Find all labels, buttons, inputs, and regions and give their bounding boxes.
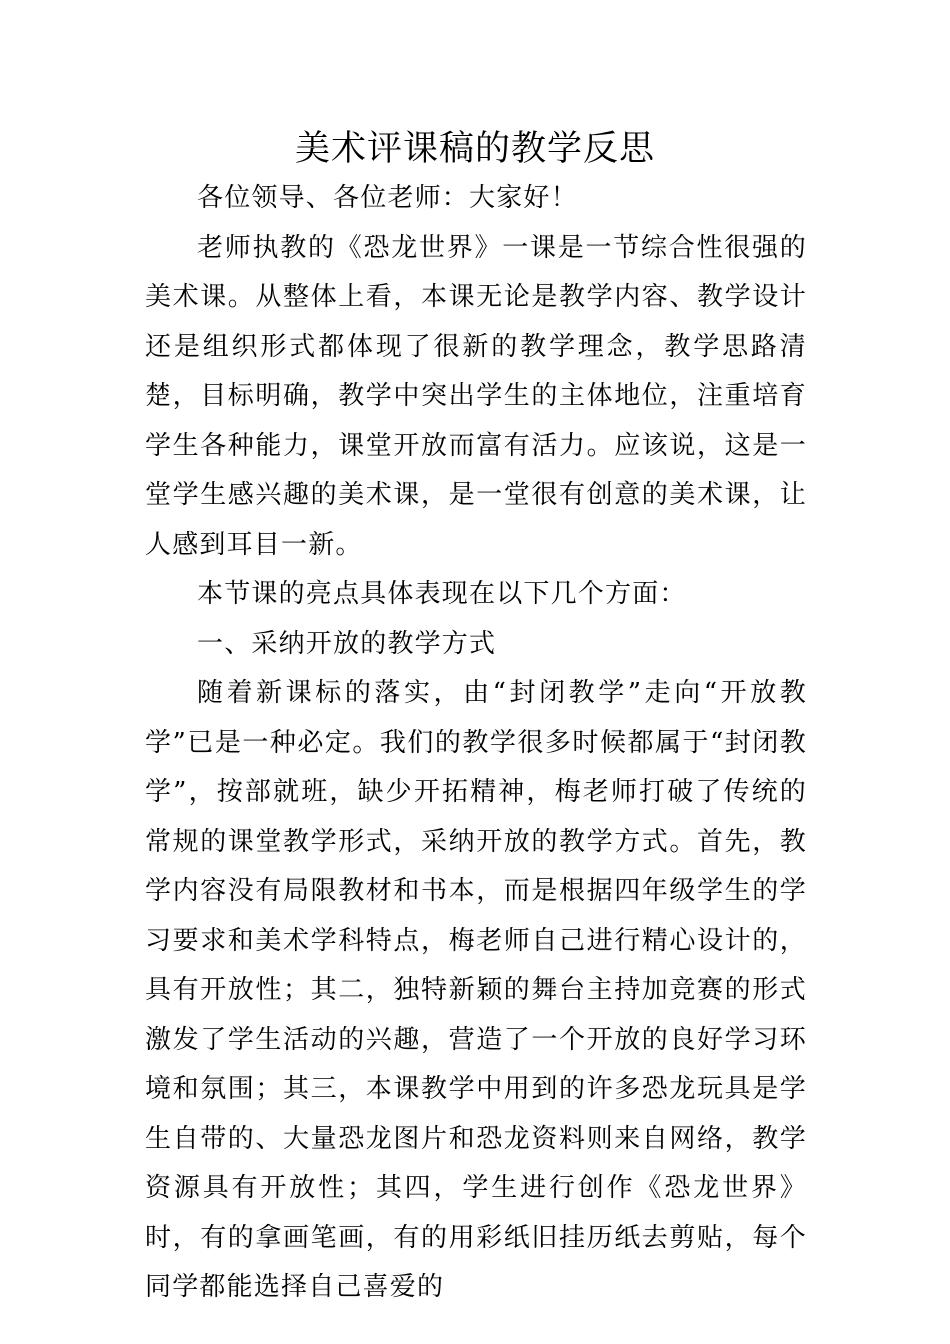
paragraph-greeting: 各位领导、各位老师：大家好！ [197, 183, 578, 213]
paragraph-highlights-intro: 本节课的亮点具体表现在以下几个方面： [197, 579, 687, 609]
paragraph-overview: 老师执教的《恐龙世界》一课是一节综合性很强的美术课。从整体上看，本课无论是教学内容、教学设计还是组织形式都体现了很新的教学理念，教学思路清楚，目标明确，教学中突出学生的主体地位，注重培育学生各种能力，课堂开放而富有活力。应该说，这是一堂学生感兴趣的美术课，是一堂很有创意的美术课，让人感到耳目一新。 [145, 232, 807, 560]
paragraph-open-teaching: 随着新课标的落实，由“封闭教学”走向“开放教学”已是一种必定。我们的教学很多时候都属于“封闭教学”，按部就班，缺少开拓精神，梅老师打破了传统的常规的课堂教学形式，采纳开放的教学方式。首先，教学内容没有局限教材和书本，而是根据四年级学生的学习要求和美术学科特点，梅老师自己进行精心设计的，具有开放性；其二，独特新颖的舞台主持加竞赛的形式激发了学生活动的兴趣，营造了一个开放的良好学习环境和氛围；其三，本课教学中用到的许多恐龙玩具是学生自带的、大量恐龙图片和恐龙资料则来自网络，教学资源具有开放性；其四，学生进行创作《恐龙世界》时，有的拿画笔画，有的用彩纸旧挂历纸去剪贴，每个同学都能选择自己喜爱的 [145, 678, 807, 1302]
section-heading-1: 一、采纳开放的教学方式 [197, 628, 497, 659]
document-title: 美术评课稿的教学反思 [294, 129, 655, 169]
document-body [145, 174, 807, 1313]
